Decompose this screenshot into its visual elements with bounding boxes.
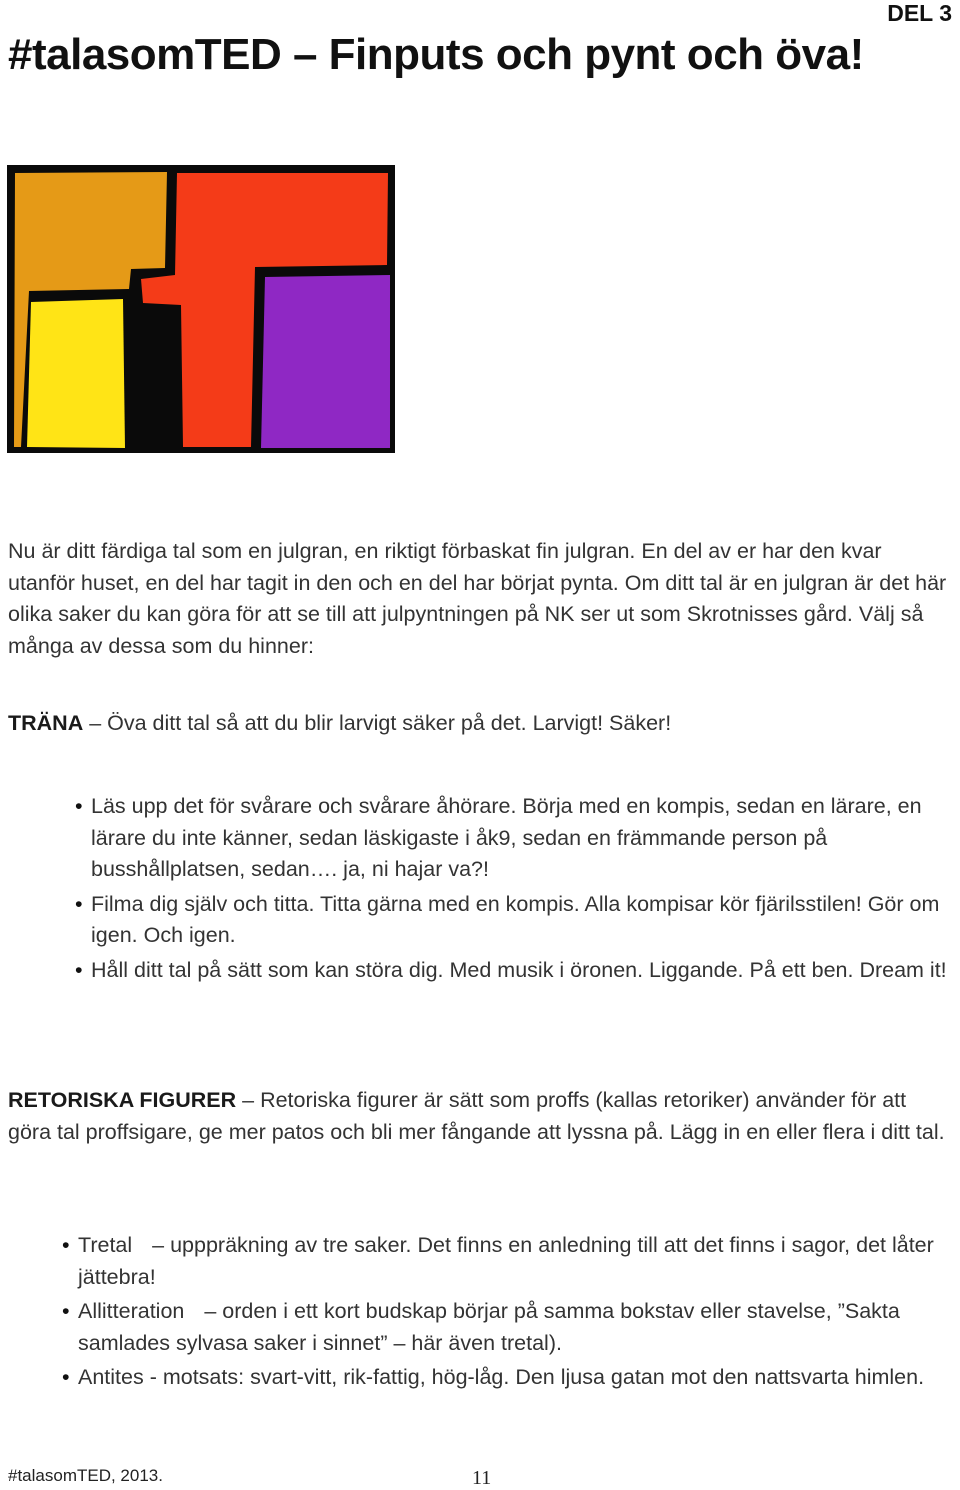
retoriska-text: Retoriska figurer är sätt som proffs (kallas retoriker) använder för att göra tal proffsigare, ge mer patos och bli mer fångande att lyssna på. Lägg in en eller flera i ditt tal. [8, 1088, 945, 1144]
list-item [62, 1230, 948, 1293]
bullet-icon: • [62, 1365, 70, 1389]
intro-paragraph: Nu är ditt färdiga tal som en julgran, en riktigt förbaskat fin julgran. En del av er har den kvar utanför huset, en del har tagit in den och en del har börjat pynta. Om ditt tal är en julgran är det här olika saker du kan göra för att se till att julpyntningen på NK ser ut som Skrotnisses gård. Välj så många av dessa som du hinner: [8, 539, 947, 658]
figure-term: Tretal [78, 1233, 133, 1257]
list-item-text: Läs upp det för svårare och svårare åhörare. Börja med en kompis, sedan en lärare, en lärare du inte känner, sedan läskigaste i åk9, sedan en främmande person på busshållplatsen, sedan…. ja, ni hajar va?! [91, 794, 922, 881]
talasomted-logo [7, 165, 395, 453]
list-item-text: Filma dig själv och titta. Titta gärna med en kompis. Alla kompisar kör fjärilsstilen! Gör om igen. Och igen. [91, 891, 940, 947]
figure-description: svart-vitt, rik-fattig, hög-låg. Den ljusa gatan mot den nattsvarta himlen. [250, 1365, 925, 1389]
page-number: 11 [472, 1467, 492, 1489]
list-item [75, 889, 951, 952]
page-title: #talasomTED – Finputs och pynt och öva! [8, 30, 864, 79]
figure-description: – upppräkning av tre saker. Det finns en anledning till att det finns i sagor, det låter jättebra! [78, 1233, 934, 1289]
trana-text: Öva ditt tal så att du blir larvigt säker på det. Larvigt! Säker! [107, 711, 672, 735]
list-item [75, 955, 951, 987]
retoriska-keyword: RETORISKA FIGURER [8, 1088, 237, 1112]
list-item [75, 791, 951, 886]
trana-heading [8, 708, 953, 740]
figure-description: – orden i ett kort budskap börjar på samma bokstav eller stavelse, ”Sakta samlades sylvasa saker i sinnet” – här även tretal). [78, 1299, 900, 1355]
logo-purple-block [261, 275, 390, 448]
figure-term: Antites - motsats: [78, 1365, 245, 1389]
part-label: DEL 3 [887, 0, 952, 26]
figure-term: Allitteration [78, 1299, 185, 1323]
bullet-icon: • [75, 891, 83, 916]
retoriska-list [62, 1230, 948, 1397]
footer-copyright: #talasomTED, 2013. [8, 1466, 163, 1485]
list-item-text: Håll ditt tal på sätt som kan störa dig. Med musik i öronen. Liggande. På ett ben. Dream it! [91, 957, 947, 982]
retoriska-dash: – [236, 1088, 261, 1112]
list-item [62, 1296, 948, 1359]
bullet-icon: • [75, 794, 83, 818]
bullet-icon: • [62, 1299, 70, 1323]
trana-list [75, 791, 951, 989]
bullet-icon: • [62, 1233, 70, 1257]
retoriska-heading [8, 1085, 953, 1148]
trana-keyword: TRÄNA [8, 711, 84, 735]
logo-yellow-block [27, 299, 125, 448]
bullet-icon: • [75, 957, 83, 982]
trana-dash: – [83, 711, 108, 735]
list-item [62, 1362, 948, 1394]
